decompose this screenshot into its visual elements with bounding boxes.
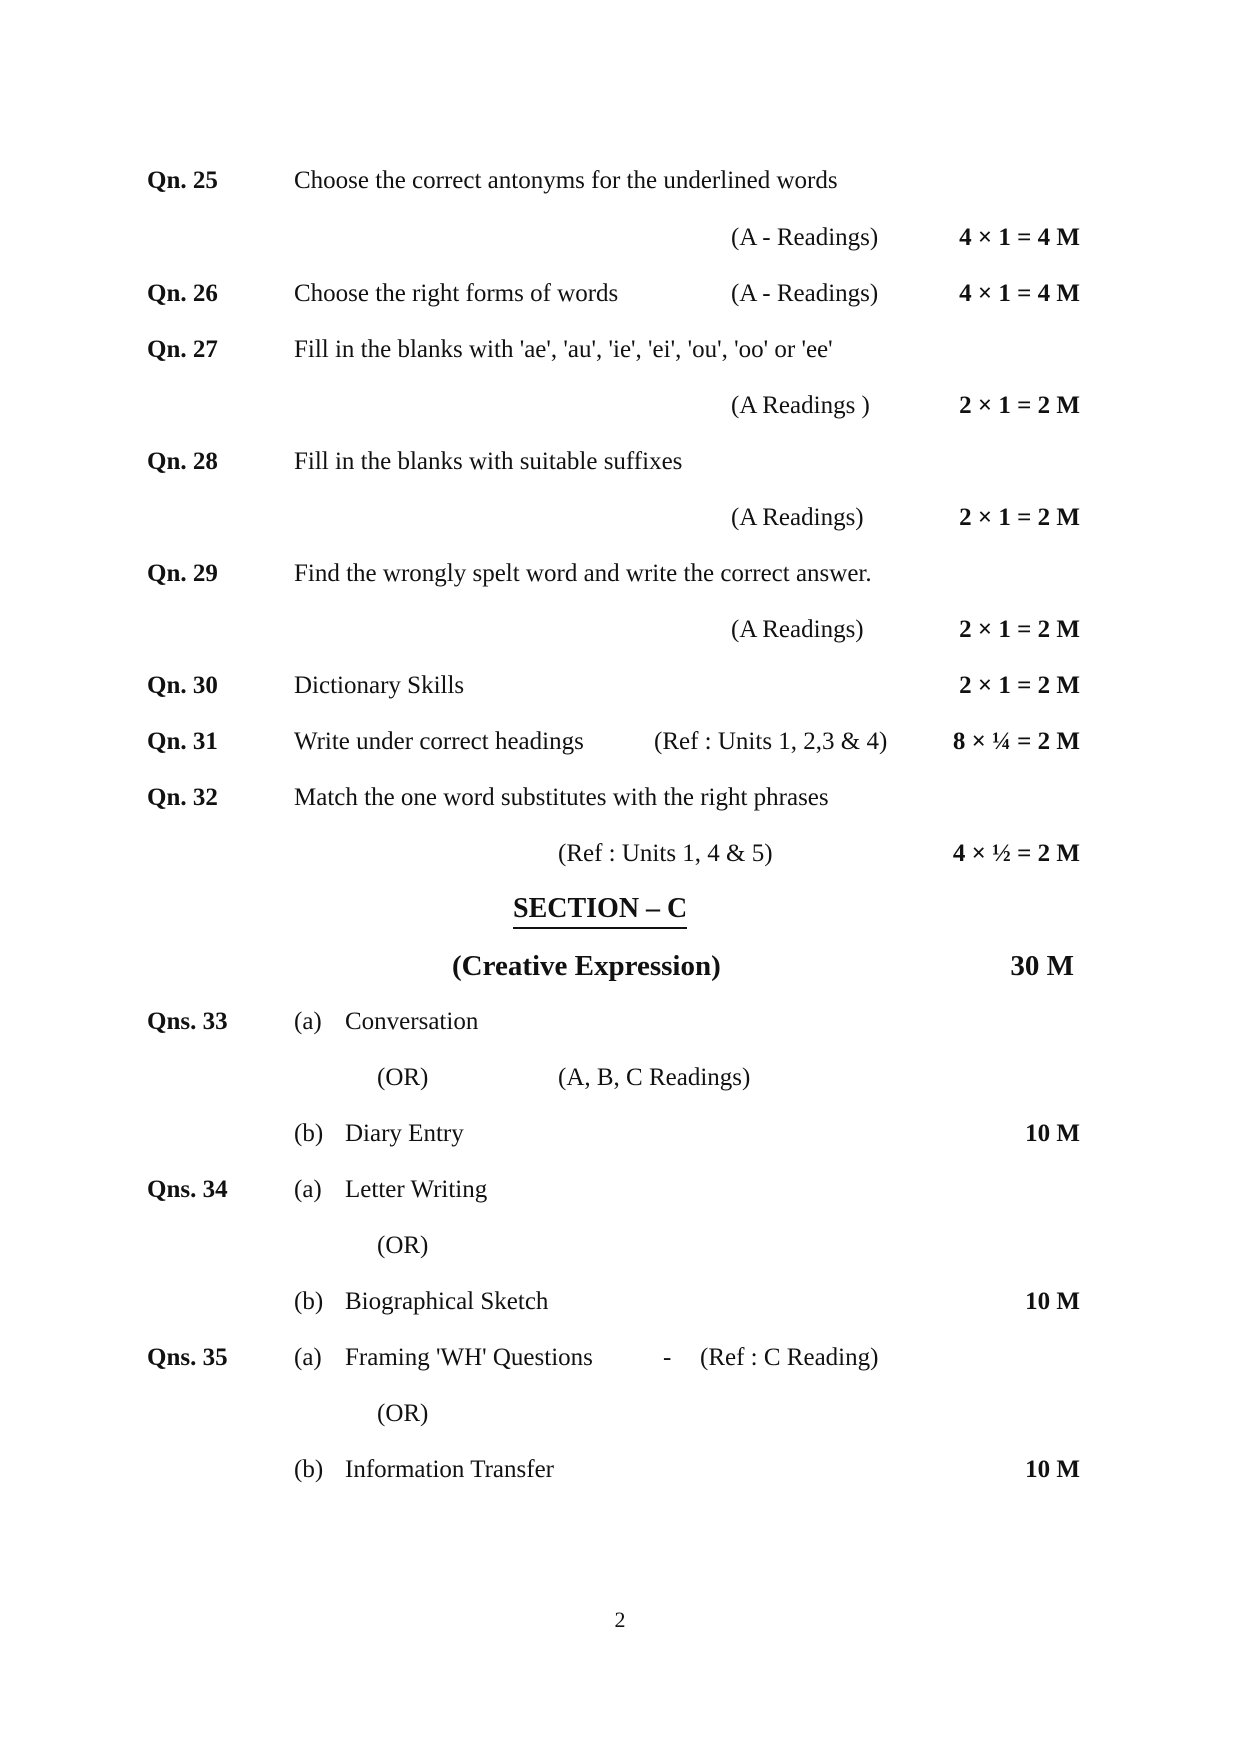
question-number: Qns. 35 <box>147 1344 228 1371</box>
question-reference: (A - Readings) <box>731 224 879 251</box>
question-reference: (Ref : Units 1, 4 & 5) <box>558 840 773 867</box>
question-number: Qn. 26 <box>147 280 218 307</box>
option-label: (b) <box>294 1120 324 1147</box>
or-label: (OR) <box>377 1232 429 1259</box>
page-number: 2 <box>614 1607 626 1632</box>
question-description: Choose the correct antonyms for the underlined words <box>294 167 838 194</box>
question-number: Qn. 32 <box>147 784 218 811</box>
question-description: Write under correct headings <box>294 728 584 755</box>
option-text: Diary Entry <box>345 1120 464 1147</box>
question-number: Qn. 28 <box>147 448 218 475</box>
option-text: Biographical Sketch <box>345 1288 549 1315</box>
option-label: (a) <box>294 1176 322 1203</box>
option-label: (b) <box>294 1288 324 1315</box>
question-reference: (A Readings) <box>731 504 864 531</box>
question-description: Dictionary Skills <box>294 672 465 699</box>
section-subtitle: (Creative Expression) <box>452 950 721 982</box>
option-text: Framing 'WH' Questions <box>345 1344 593 1371</box>
question-description: Fill in the blanks with 'ae', 'au', 'ie', 'ei', 'ou', 'oo' or 'ee' <box>294 336 833 363</box>
question-number: Qns. 34 <box>147 1176 228 1203</box>
section-title: SECTION – C <box>513 893 687 929</box>
question-marks: 2 × 1 = 2 M <box>959 504 1080 531</box>
question-reference: (Ref : C Reading) <box>700 1344 879 1371</box>
question-reference: (A Readings ) <box>731 392 870 419</box>
question-number: Qn. 31 <box>147 728 218 755</box>
question-reference: (A Readings) <box>731 616 864 643</box>
option-text: Conversation <box>345 1008 479 1035</box>
question-reference: (A - Readings) <box>731 280 879 307</box>
question-description: Choose the right forms of words <box>294 280 619 307</box>
question-marks: 10 M <box>1025 1288 1080 1315</box>
option-label: (a) <box>294 1008 322 1035</box>
question-marks: 2 × 1 = 2 M <box>959 616 1080 643</box>
question-marks: 4 × 1 = 4 M <box>959 224 1080 251</box>
question-number: Qn. 25 <box>147 167 218 194</box>
question-reference: (Ref : Units 1, 2,3 & 4) <box>654 728 888 755</box>
question-number: Qn. 27 <box>147 336 218 363</box>
question-reference: (A, B, C Readings) <box>558 1064 751 1091</box>
question-description: Fill in the blanks with suitable suffixes <box>294 448 683 475</box>
option-label: (b) <box>294 1456 324 1483</box>
option-text: Letter Writing <box>345 1176 488 1203</box>
question-marks: 4 × ½ = 2 M <box>952 840 1080 867</box>
section-marks: 30 M <box>1010 950 1074 982</box>
question-marks: 2 × 1 = 2 M <box>959 672 1080 699</box>
question-description: Find the wrongly spelt word and write the correct answer. <box>294 560 872 587</box>
or-label: (OR) <box>377 1400 429 1427</box>
question-marks: 8 × ¼ = 2 M <box>952 728 1080 755</box>
question-number: Qn. 30 <box>147 672 218 699</box>
question-number: Qns. 33 <box>147 1008 228 1035</box>
or-label: (OR) <box>377 1064 429 1091</box>
question-marks: 10 M <box>1025 1120 1080 1147</box>
option-text: Information Transfer <box>345 1456 554 1483</box>
question-description: Match the one word substitutes with the right phrases <box>294 784 829 811</box>
question-marks: 10 M <box>1025 1456 1080 1483</box>
option-label: (a) <box>294 1344 322 1371</box>
question-marks: 2 × 1 = 2 M <box>959 392 1080 419</box>
question-marks: 4 × 1 = 4 M <box>959 280 1080 307</box>
dash-separator: - <box>663 1344 672 1371</box>
question-number: Qn. 29 <box>147 560 218 587</box>
